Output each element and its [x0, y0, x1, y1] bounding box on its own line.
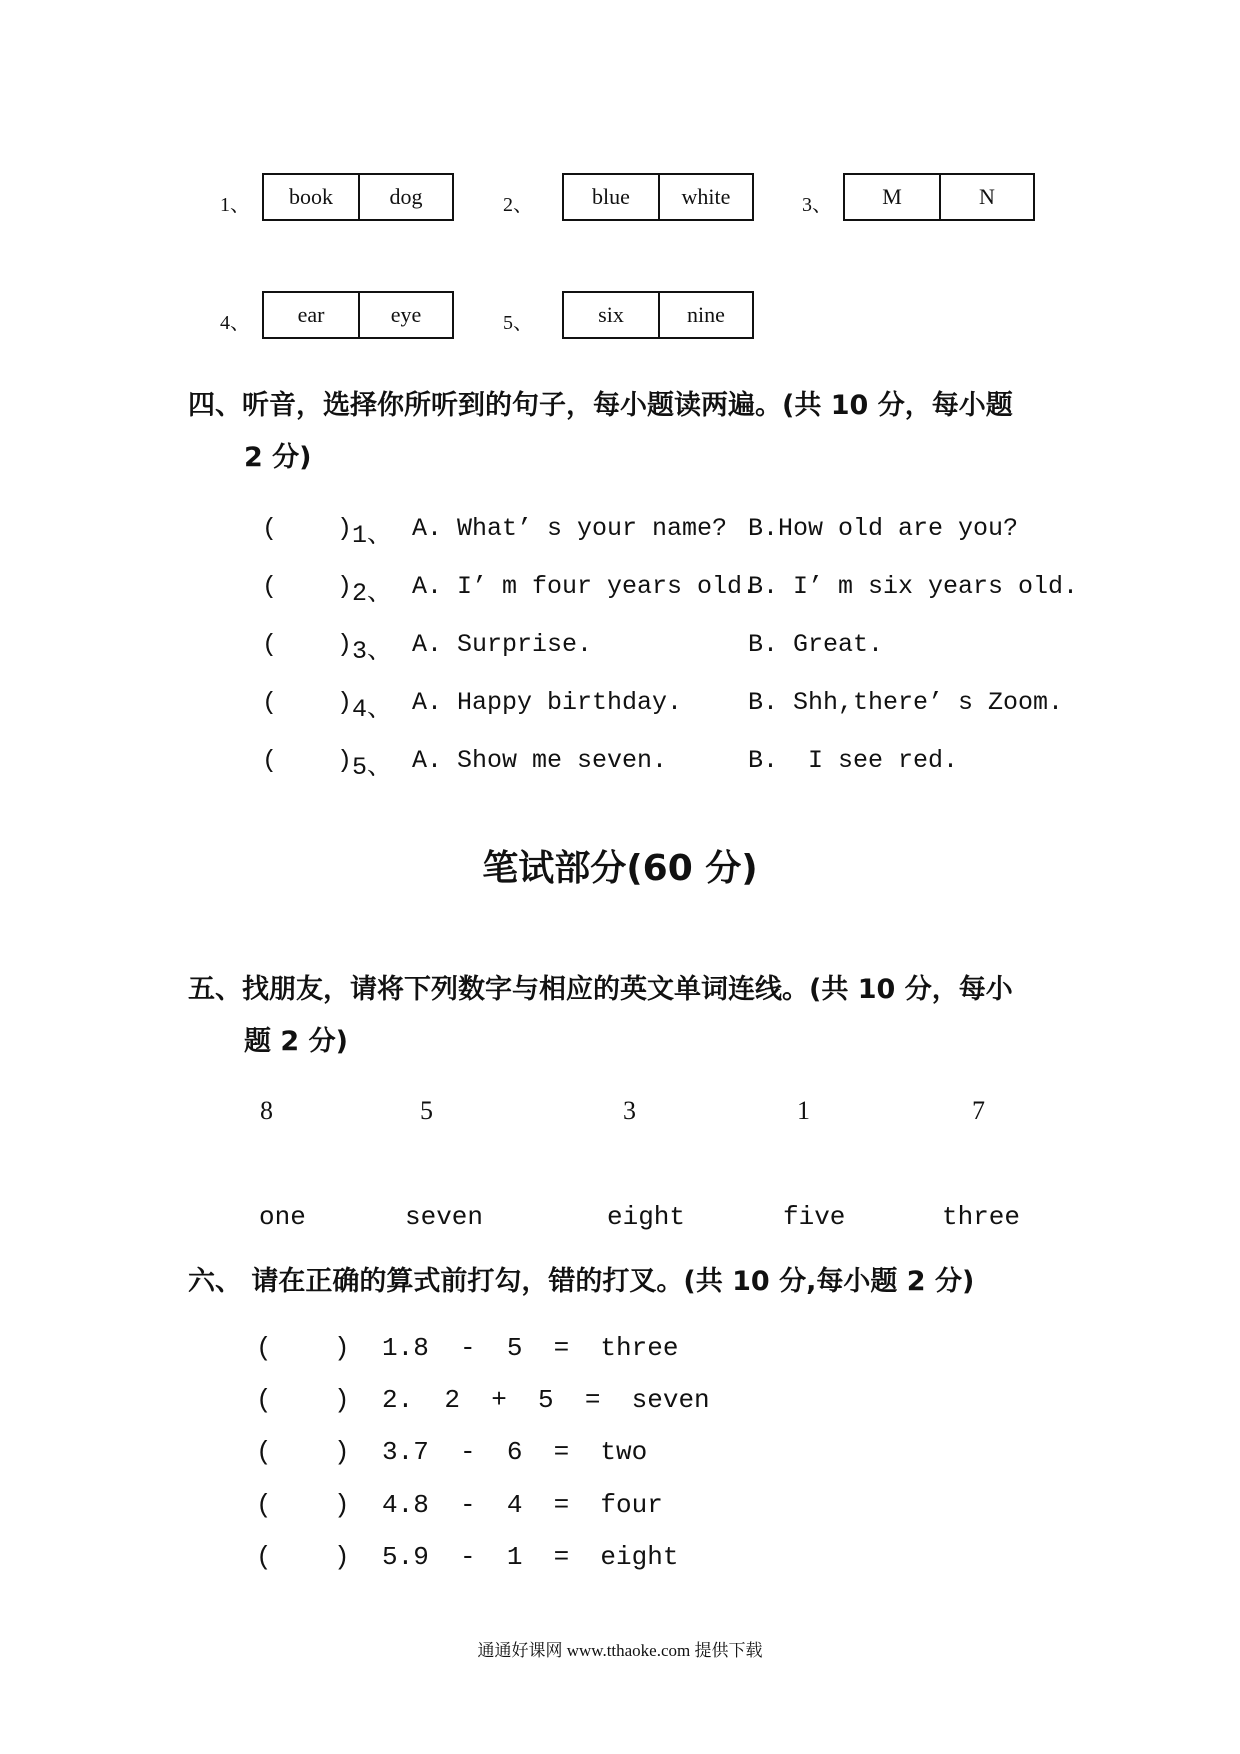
- option-b: B. Great.: [748, 630, 884, 659]
- word-box: [262, 173, 454, 221]
- answer-paren: ( ): [262, 630, 353, 659]
- answer-paren: ( ): [256, 1437, 350, 1467]
- equation: 4.8 - 4 = four: [382, 1490, 663, 1520]
- answer-paren: ( ): [262, 572, 353, 601]
- number-item: 1: [797, 1096, 810, 1125]
- option-b: B. I see red.: [748, 746, 959, 775]
- pair-number: 1、: [220, 194, 250, 216]
- word-right: N: [939, 175, 1033, 219]
- pair-number: 2、: [503, 194, 533, 216]
- word-left: ear: [297, 302, 325, 327]
- option-a: A. I’ m four years old.: [412, 572, 758, 601]
- section5-heading-line1: 五、找朋友，请将下列数字与相应的英文单词连线。(共 10 分，每小: [188, 974, 1013, 1005]
- word-item: five: [783, 1202, 846, 1232]
- option-a: A. Show me seven.: [412, 746, 668, 775]
- word-left: M: [882, 184, 902, 209]
- answer-paren: ( ): [256, 1333, 350, 1363]
- option-b: B.How old are you?: [748, 514, 1019, 543]
- pair-number: 3、: [802, 194, 832, 216]
- section4-heading-line2: 2 分): [244, 442, 312, 473]
- answer-paren: ( ): [262, 746, 353, 775]
- word-item: three: [942, 1202, 1021, 1232]
- section5-heading: [188, 964, 1013, 1068]
- word-right: nine: [658, 293, 752, 337]
- question-number: 1、: [352, 521, 393, 550]
- section5-heading-line2: 题 2 分): [244, 1026, 348, 1057]
- option-b: B. I’ m six years old.: [748, 572, 1079, 601]
- written-part-title: 笔试部分(60 分): [482, 848, 758, 889]
- word-box: [262, 291, 454, 339]
- word-right: white: [658, 175, 752, 219]
- equation: 1.8 - 5 = three: [382, 1333, 679, 1363]
- equation-item: [256, 1542, 679, 1632]
- number-item: 3: [623, 1096, 636, 1125]
- section6-heading: 六、 请在正确的算式前打勾，错的打叉。(共 10 分,每小题 2 分): [188, 1266, 975, 1297]
- number-item: 5: [420, 1096, 433, 1125]
- word-item: one: [259, 1202, 306, 1232]
- answer-paren: ( ): [256, 1490, 350, 1520]
- word-left: blue: [592, 184, 630, 209]
- option-a: A. What’ s your name?: [412, 514, 728, 543]
- question-number: 5、: [352, 753, 393, 782]
- option-a: A. Happy birthday.: [412, 688, 683, 717]
- word-left: six: [598, 302, 624, 327]
- word-left: book: [289, 184, 333, 209]
- pair-number: 5、: [503, 312, 533, 334]
- pair-number: 4、: [220, 312, 250, 334]
- option-a: A. Surprise.: [412, 630, 593, 659]
- equation: 5.9 - 1 = eight: [382, 1542, 679, 1572]
- equation: 2. 2 + 5 = seven: [382, 1385, 710, 1415]
- answer-paren: ( ): [262, 514, 353, 543]
- equation: 3.7 - 6 = two: [382, 1437, 648, 1467]
- answer-paren: ( ): [256, 1385, 350, 1415]
- answer-paren: ( ): [262, 688, 353, 717]
- word-right: eye: [358, 293, 452, 337]
- word-box: [562, 173, 754, 221]
- question-number: 3、: [352, 637, 393, 666]
- word-right: dog: [358, 175, 452, 219]
- number-item: 7: [972, 1096, 985, 1125]
- section4-heading-line1: 四、听音，选择你所听到的句子，每小题读两遍。(共 10 分，每小题: [188, 390, 1013, 421]
- word-item: seven: [405, 1202, 484, 1232]
- option-b: B. Shh,there’ s Zoom.: [748, 688, 1064, 717]
- question-number: 2、: [352, 579, 393, 608]
- page-footer: 通通好课网 www.tthaoke.com 提供下载: [477, 1641, 763, 1660]
- word-box: [562, 291, 754, 339]
- number-item: 8: [260, 1096, 273, 1125]
- question-number: 4、: [352, 695, 393, 724]
- answer-paren: ( ): [256, 1542, 350, 1572]
- word-box: [843, 173, 1035, 221]
- section4-heading: [188, 380, 1013, 484]
- word-item: eight: [607, 1202, 686, 1232]
